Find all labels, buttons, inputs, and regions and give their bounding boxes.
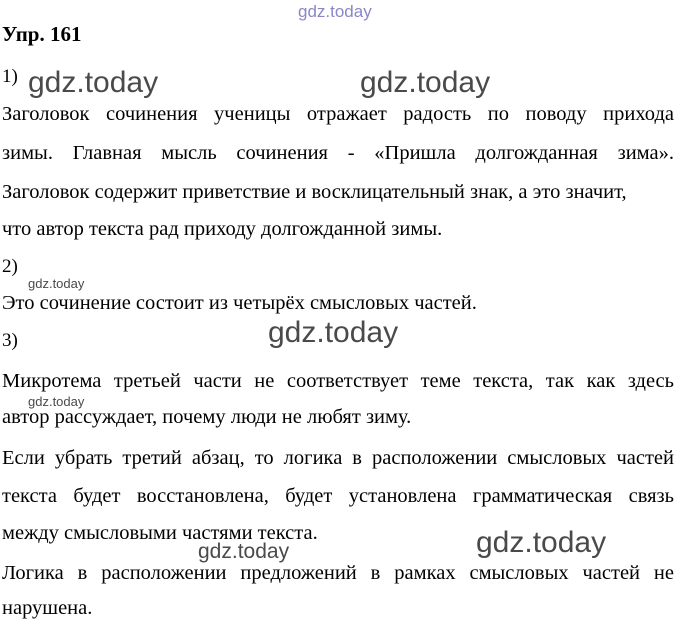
paragraph-line: что автор текста рад приходу долгожданной зимы. bbox=[2, 218, 443, 240]
watermark: gdz.today bbox=[198, 540, 290, 563]
section-number-1: 1) bbox=[2, 66, 18, 87]
watermark: gdz.today bbox=[28, 394, 85, 409]
section-number-2: 2) bbox=[2, 256, 18, 277]
paragraph-line: текста будет восстановлена, будет установлена грамматическая связь bbox=[2, 485, 674, 507]
paragraph-line: Заголовок содержит приветствие и восклицательный знак, а это значит, bbox=[2, 181, 627, 203]
paragraph-line: Это сочинение состоит из четырёх смысловых частей. bbox=[2, 292, 477, 314]
watermark: gdz.today bbox=[360, 66, 491, 99]
exercise-title: Упр. 161 bbox=[2, 22, 82, 46]
paragraph-line: нарушена. bbox=[2, 597, 93, 619]
watermark: gdz.today bbox=[28, 276, 85, 291]
watermark-top: gdz.today bbox=[298, 2, 372, 21]
paragraph-line: Микротема третьей части не соответствует теме текста, так как здесь bbox=[2, 370, 674, 392]
section-number-3: 3) bbox=[2, 330, 18, 351]
watermark: gdz.today bbox=[476, 526, 607, 559]
paragraph-line: Если убрать третий абзац, то логика в расположении смысловых частей bbox=[2, 447, 674, 469]
paragraph-line: Логика в расположении предложений в рамках смысловых частей не bbox=[2, 562, 674, 584]
paragraph-line: между смысловыми частями текста. bbox=[2, 522, 318, 544]
paragraph-line: Заголовок сочинения ученицы отражает радость по поводу прихода bbox=[2, 103, 674, 125]
watermark: gdz.today bbox=[268, 316, 399, 349]
paragraph-line: зимы. Главная мысль сочинения - «Пришла долгожданная зима». bbox=[2, 142, 674, 164]
paragraph-line: автор рассуждает, почему люди не любят зиму. bbox=[2, 406, 412, 428]
watermark: gdz.today bbox=[28, 66, 159, 99]
